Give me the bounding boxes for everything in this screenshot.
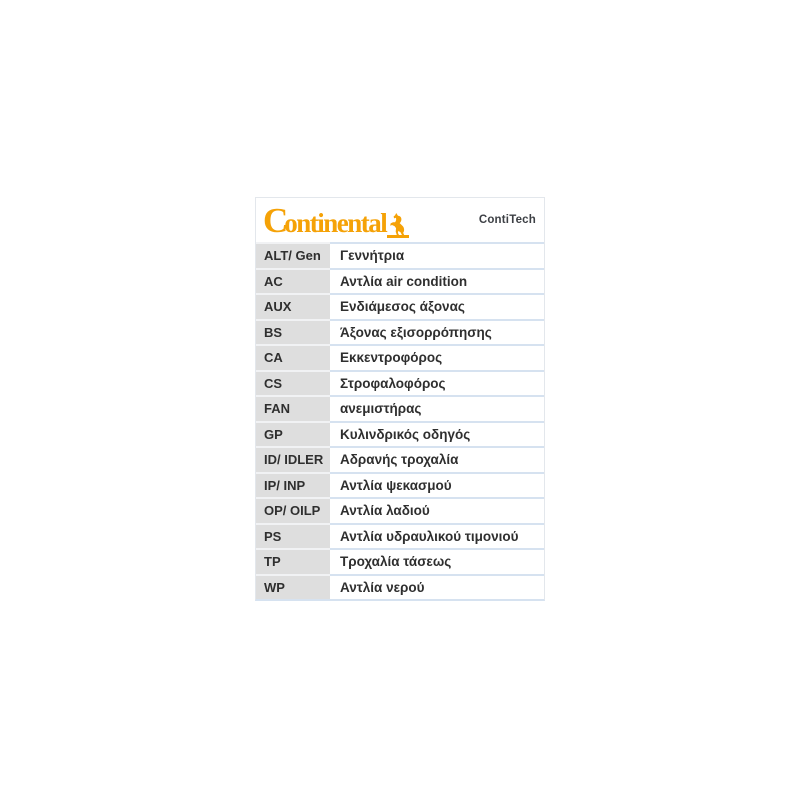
table-row [256, 472, 544, 498]
description-cell: Αντλία λαδιού [330, 497, 544, 523]
table-row [256, 319, 544, 345]
description-cell: Κυλινδρικός οδηγός [330, 421, 544, 447]
code-cell: WP [256, 574, 330, 600]
code-cell: AC [256, 268, 330, 294]
description-cell: Αντλία air condition [330, 268, 544, 294]
code-cell: OP/ OILP [256, 497, 330, 523]
code-cell: PS [256, 523, 330, 549]
description-cell: Αντλία νερού [330, 574, 544, 600]
contitech-logo: ContiTech [478, 214, 536, 226]
description-cell: Άξονας εξισορρόπησης [330, 319, 544, 345]
code-cell: ID/ IDLER [256, 446, 330, 472]
code-cell: CS [256, 370, 330, 396]
code-cell: AUX [256, 293, 330, 319]
table-row [256, 395, 544, 421]
table-row [256, 446, 544, 472]
code-cell: IP/ INP [256, 472, 330, 498]
continental-wordmark-initial: C [263, 200, 286, 240]
table-row [256, 497, 544, 523]
code-cell: FAN [256, 395, 330, 421]
table-row [256, 242, 544, 268]
description-cell: Αδρανής τροχαλία [330, 446, 544, 472]
description-cell: Στροφαλοφόρος [330, 370, 544, 396]
code-cell: GP [256, 421, 330, 447]
description-cell: Αντλία υδραυλικού τιμονιού [330, 523, 544, 549]
code-cell: CA [256, 344, 330, 370]
table-row [256, 523, 544, 549]
parts-legend-card [255, 197, 545, 601]
brand-header [256, 198, 544, 242]
description-cell: Εκκεντροφόρος [330, 344, 544, 370]
table-row [256, 370, 544, 396]
code-cell: TP [256, 548, 330, 574]
description-cell: Ενδιάμεσος άξονας [330, 293, 544, 319]
continental-logo [263, 200, 409, 240]
table-row [256, 344, 544, 370]
description-cell: Γεννήτρια [330, 242, 544, 268]
description-cell: Αντλία ψεκασμού [330, 472, 544, 498]
table-row [256, 293, 544, 319]
description-cell: Τροχαλία τάσεως [330, 548, 544, 574]
code-cell: ALT/ Gen [256, 242, 330, 268]
description-cell: ανεμιστήρας [330, 395, 544, 421]
table-row [256, 421, 544, 447]
table-row [256, 268, 544, 294]
table-row [256, 574, 544, 600]
code-cell: BS [256, 319, 330, 345]
table-row [256, 548, 544, 574]
continental-wordmark-rest: ontinental [284, 207, 387, 238]
rearing-horse-icon [387, 212, 409, 238]
legend-table [256, 242, 544, 599]
continental-wordmark [263, 200, 387, 240]
